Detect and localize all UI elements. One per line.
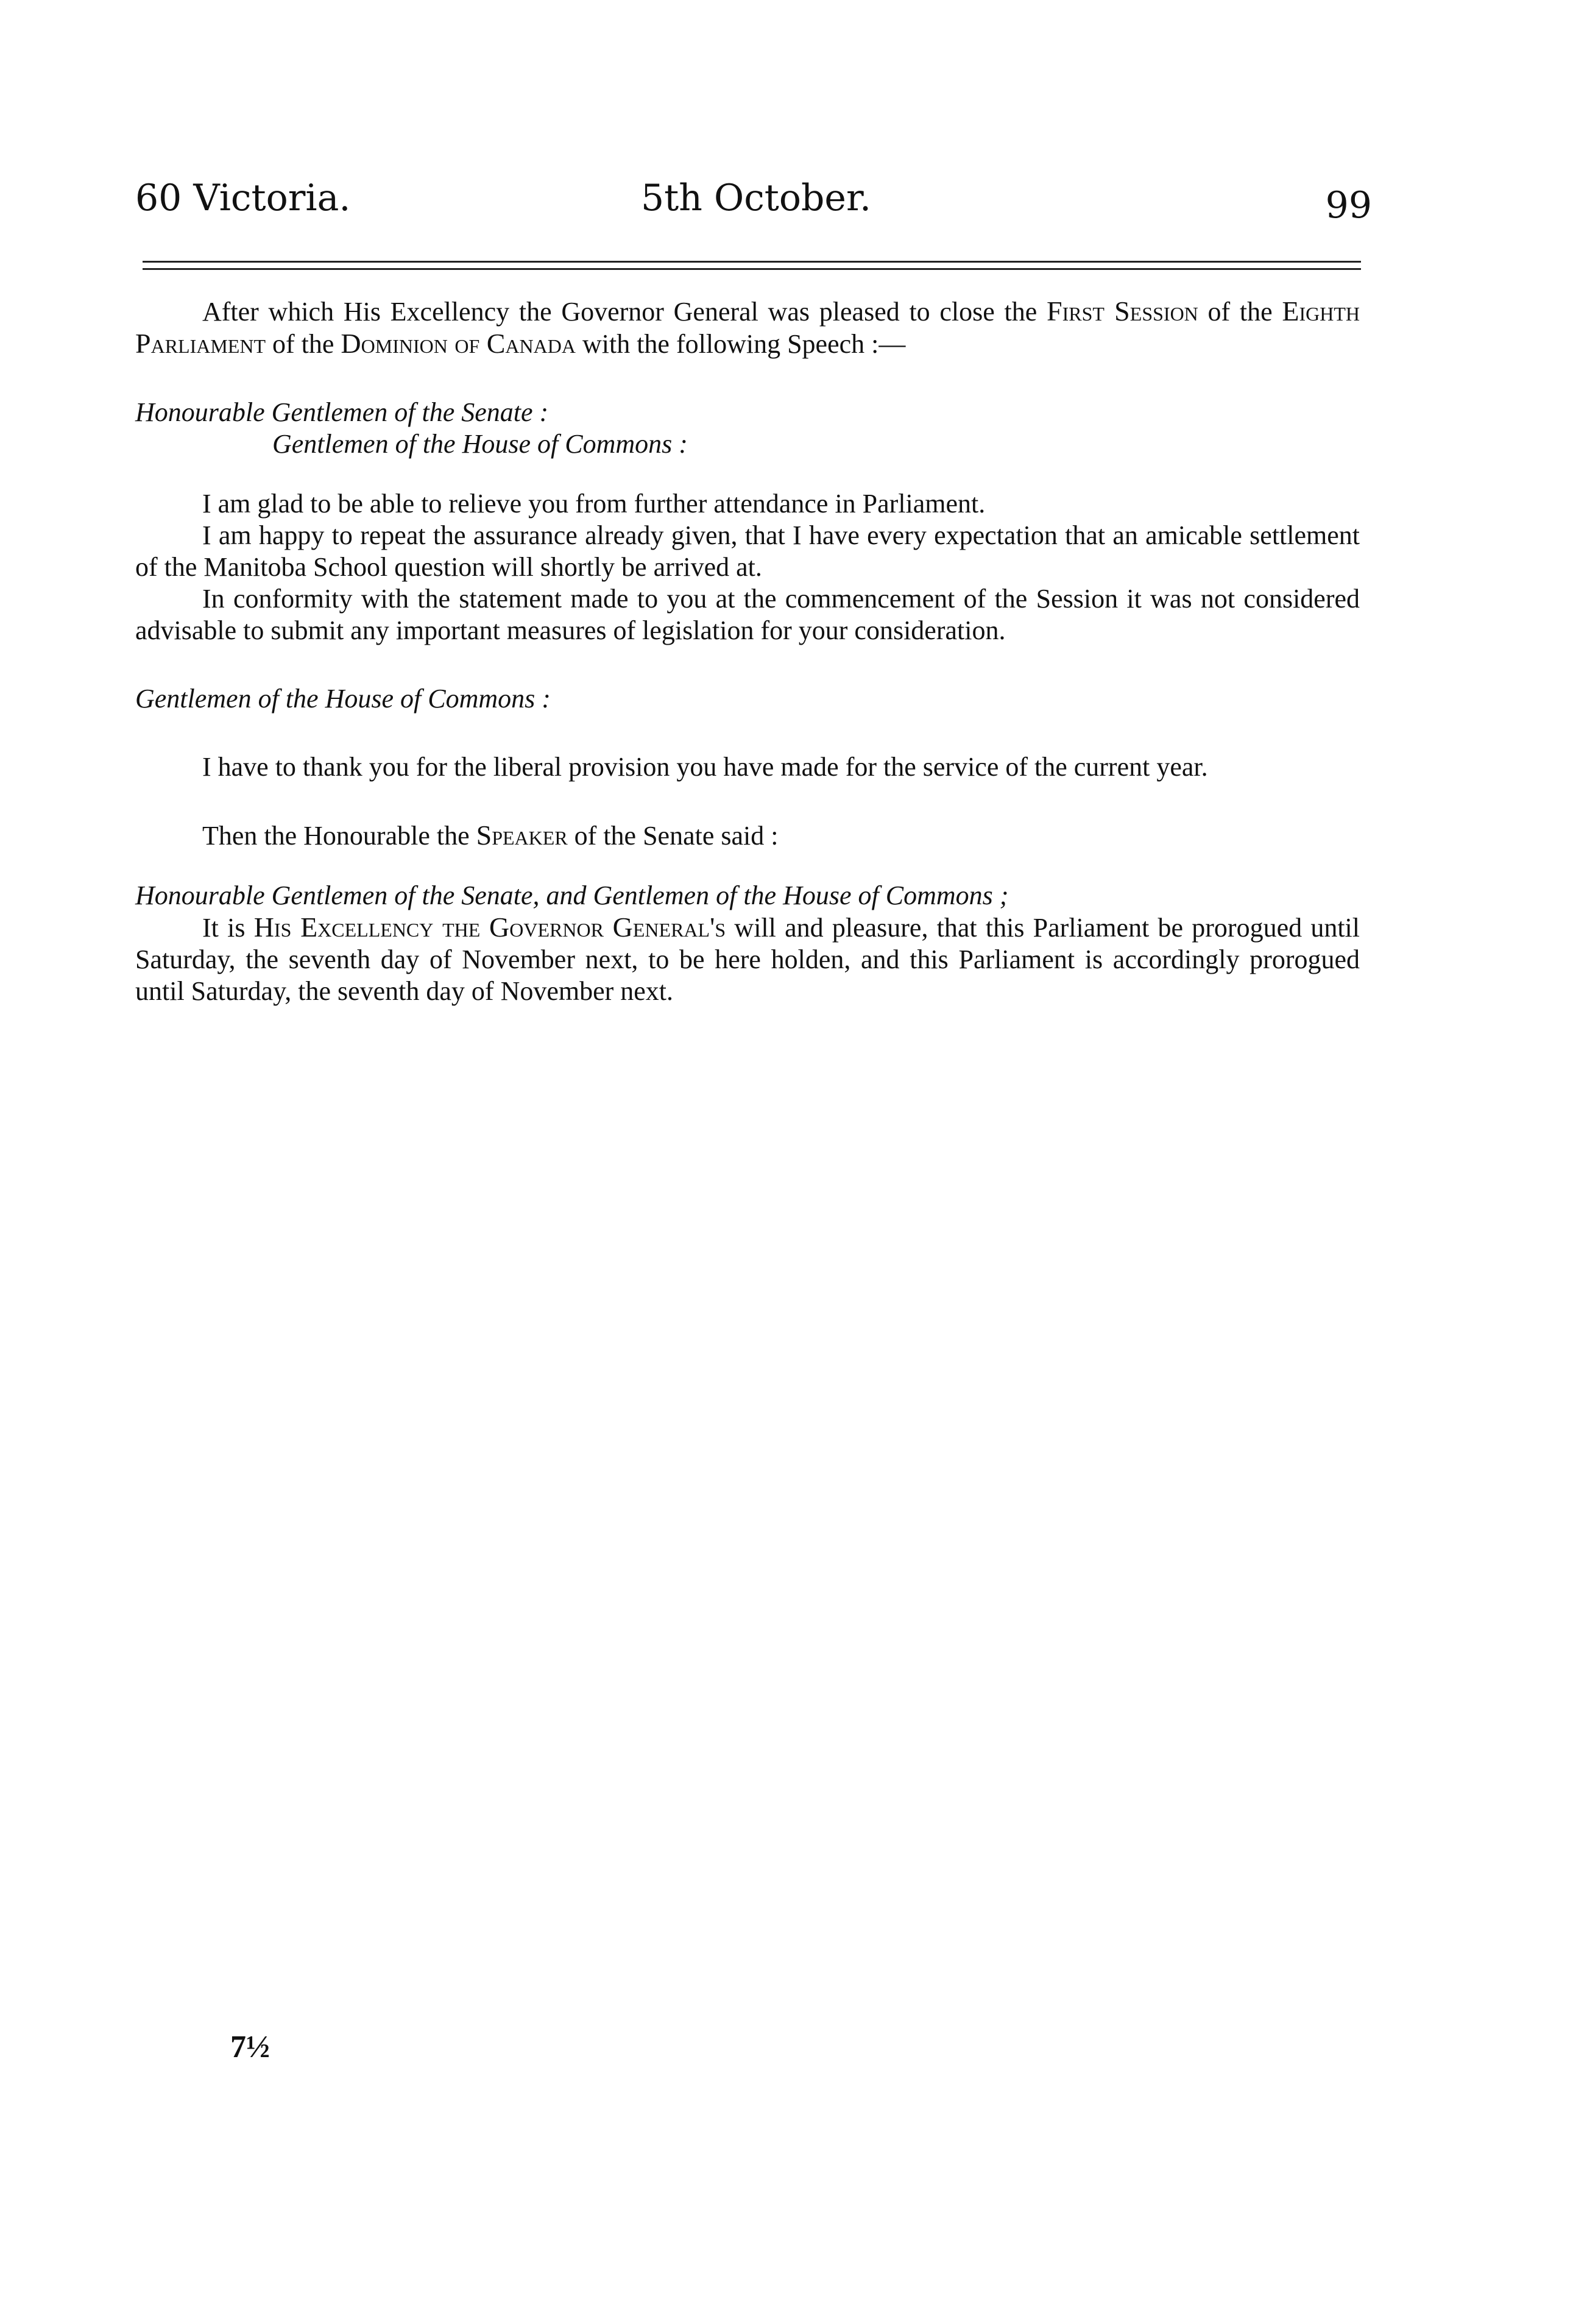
signature-mark: 7½	[230, 2030, 270, 2064]
header-rule-bottom	[143, 268, 1361, 270]
speech-paragraph-2: I am happy to repeat the assurance already given, that I have every expectation that an amicable settlement of the Manitoba School question will shortly be arrived at.	[135, 520, 1360, 582]
intro-text-2: of the	[1207, 297, 1273, 327]
speaker-line	[135, 820, 1360, 852]
salutation-senate: Honourable Gentlemen of the Senate :	[135, 397, 549, 427]
header-session: 60 Victoria.	[135, 177, 351, 219]
header-rule-top	[143, 261, 1361, 263]
salutation-commons: Gentlemen of the House of Commons :	[272, 429, 688, 459]
running-header	[135, 177, 1372, 225]
speaker-text-1: Then the Honourable the	[202, 821, 470, 851]
header-date: 5th October.	[641, 177, 872, 219]
document-body	[135, 296, 1360, 1007]
prorogation-paragraph	[135, 912, 1360, 1007]
prorogation-text-2: will and pleasure, that this Parliament be prorogued until Saturday, the seventh day of November next, to be here holden, and this Parliament is accordingly prorogued until Saturday, the seventh day of November next.	[135, 913, 1360, 1006]
intro-first-session: First Session	[1047, 296, 1198, 327]
speaker-title: Speaker	[476, 820, 568, 851]
intro-dominion: Dominion of Canada	[341, 328, 576, 359]
prorogation-governor: His Excellency the Governor General's	[253, 912, 726, 943]
page-number: 99	[1325, 184, 1372, 227]
prorogation-text-1: It is	[202, 913, 246, 943]
intro-text-1: After which His Excellency the Governor General was pleased to close the	[202, 297, 1037, 327]
speech-paragraph-3: In conformity with the statement made to you at the commencement of the Session it was not considered advisable to submit any important measures of legislation for your consideration.	[135, 584, 1360, 645]
intro-text-4: with the following Speech :—	[582, 329, 906, 359]
thanks-paragraph: I have to thank you for the liberal provision you have made for the service of the current year.	[202, 752, 1208, 782]
intro-paragraph	[135, 296, 1360, 360]
salutation-both-houses: Honourable Gentlemen of the Senate, and Gentlemen of the House of Commons ;	[135, 880, 1009, 910]
speaker-text-2: of the Senate said :	[574, 821, 779, 851]
intro-text-3: of the	[272, 329, 334, 359]
intro-eighth-parliament: Eighth Parliament	[135, 296, 1360, 359]
speech-paragraph-1: I am glad to be able to relieve you from further attendance in Parliament.	[202, 489, 986, 519]
salutation-commons-2: Gentlemen of the House of Commons :	[135, 684, 551, 714]
